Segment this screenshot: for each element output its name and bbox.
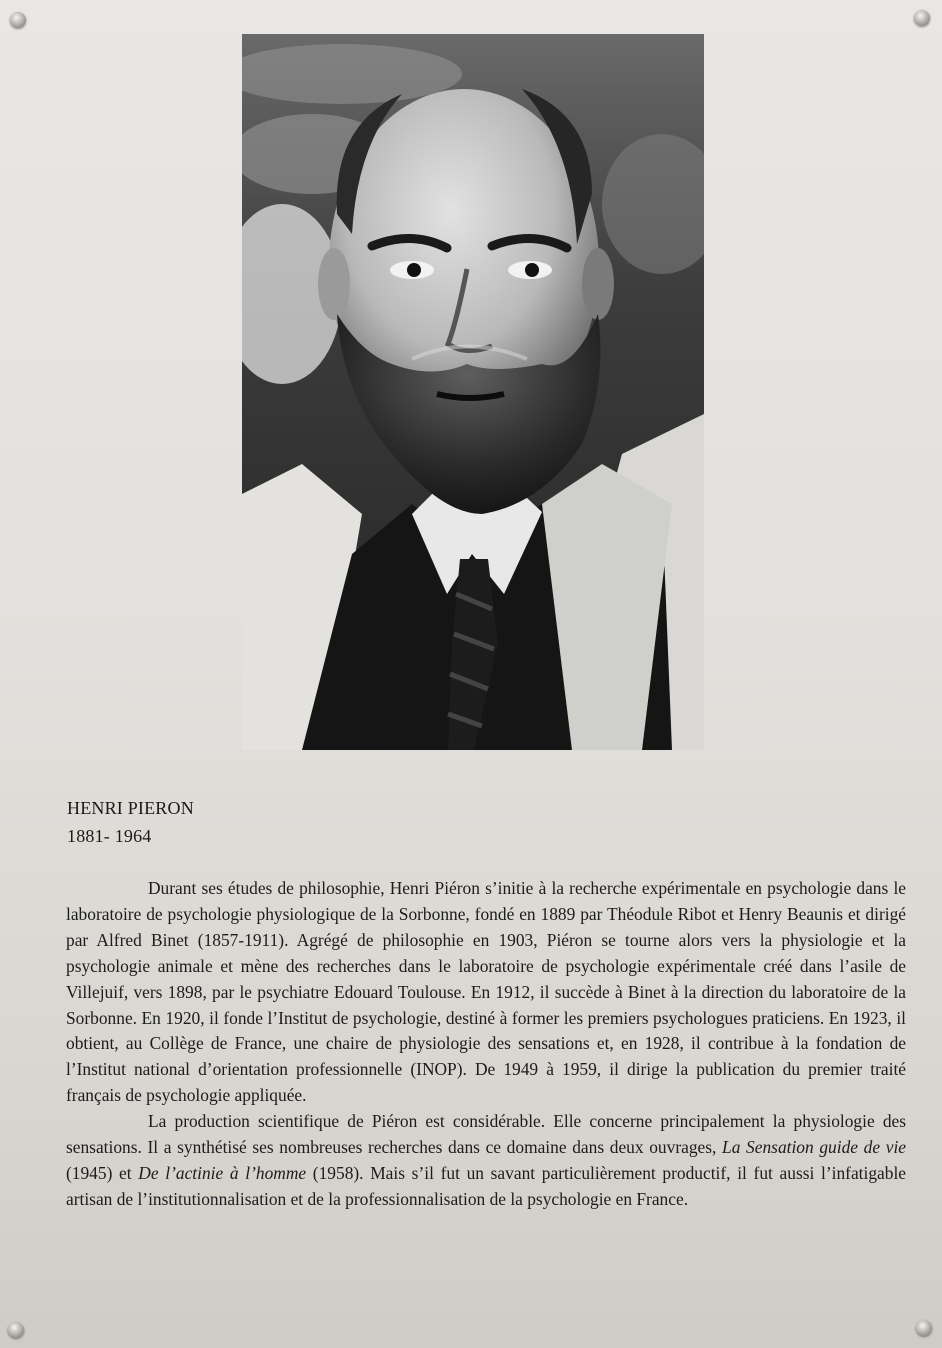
screw-icon (914, 10, 930, 26)
paragraph-2-part-3: (1958). Mais s’il fut un savant particulièrement productif, il fut aussi l’infatigable artisan de l’institutionnalisation et de la professionnalisation de la psychologie en France. (66, 1162, 906, 1209)
book-title-1: La Sensation guide de vie (722, 1137, 906, 1158)
screw-icon (10, 12, 26, 28)
life-dates: 1881- 1964 (67, 826, 152, 846)
paragraph-2-part-1: La production scientifique de Piéron est considérable. Elle concerne principalement la physiologie des sensations. Il a synthétisé ses nombreuses recherches dans ce domaine dans deux ouvrages, (66, 1111, 906, 1158)
paragraph-2-part-2: (1945) et (66, 1162, 139, 1183)
book-title-2: De l’actinie à l’homme (138, 1162, 307, 1183)
biography-paragraph-2 (66, 1109, 906, 1213)
biography-text (66, 876, 906, 1213)
biography-paragraph-1: Durant ses études de philosophie, Henri Piéron s’initie à la recherche expérimentale en psychologie dans le laboratoire de psychologie physiologique de la Sorbonne, fondé en 1889 par Théodule Ribot et Henry Beaunis et dirigé par Alfred Binet (1857-1911). Agrégé de philosophie en 1903, Piéron se tourne alors vers la physiologie et la psychologie animale et mène des recherches dans le laboratoire de psychologie expérimentale créé dans l’asile de Villejuif, vers 1898, par le psychiatre Edouard Toulouse. En 1912, il succède à Binet à la direction du laboratoire de la Sorbonne. En 1920, il fonde l’Institut de psychologie, destiné à former les premiers psychologues praticiens. En 1923, il obtient, au Collège de France, une chaire de physiologie des sensations et, en 1928, il contribue à la fondation de l’Institut national d’orientation professionnelle (INOP). De 1949 à 1959, il dirige la publication du premier traité français de psychologie appliquée. (66, 878, 906, 1106)
person-name: HENRI PIERON (67, 798, 194, 818)
screw-icon (916, 1320, 932, 1336)
portrait-photo (242, 34, 704, 750)
screw-icon (8, 1322, 24, 1338)
